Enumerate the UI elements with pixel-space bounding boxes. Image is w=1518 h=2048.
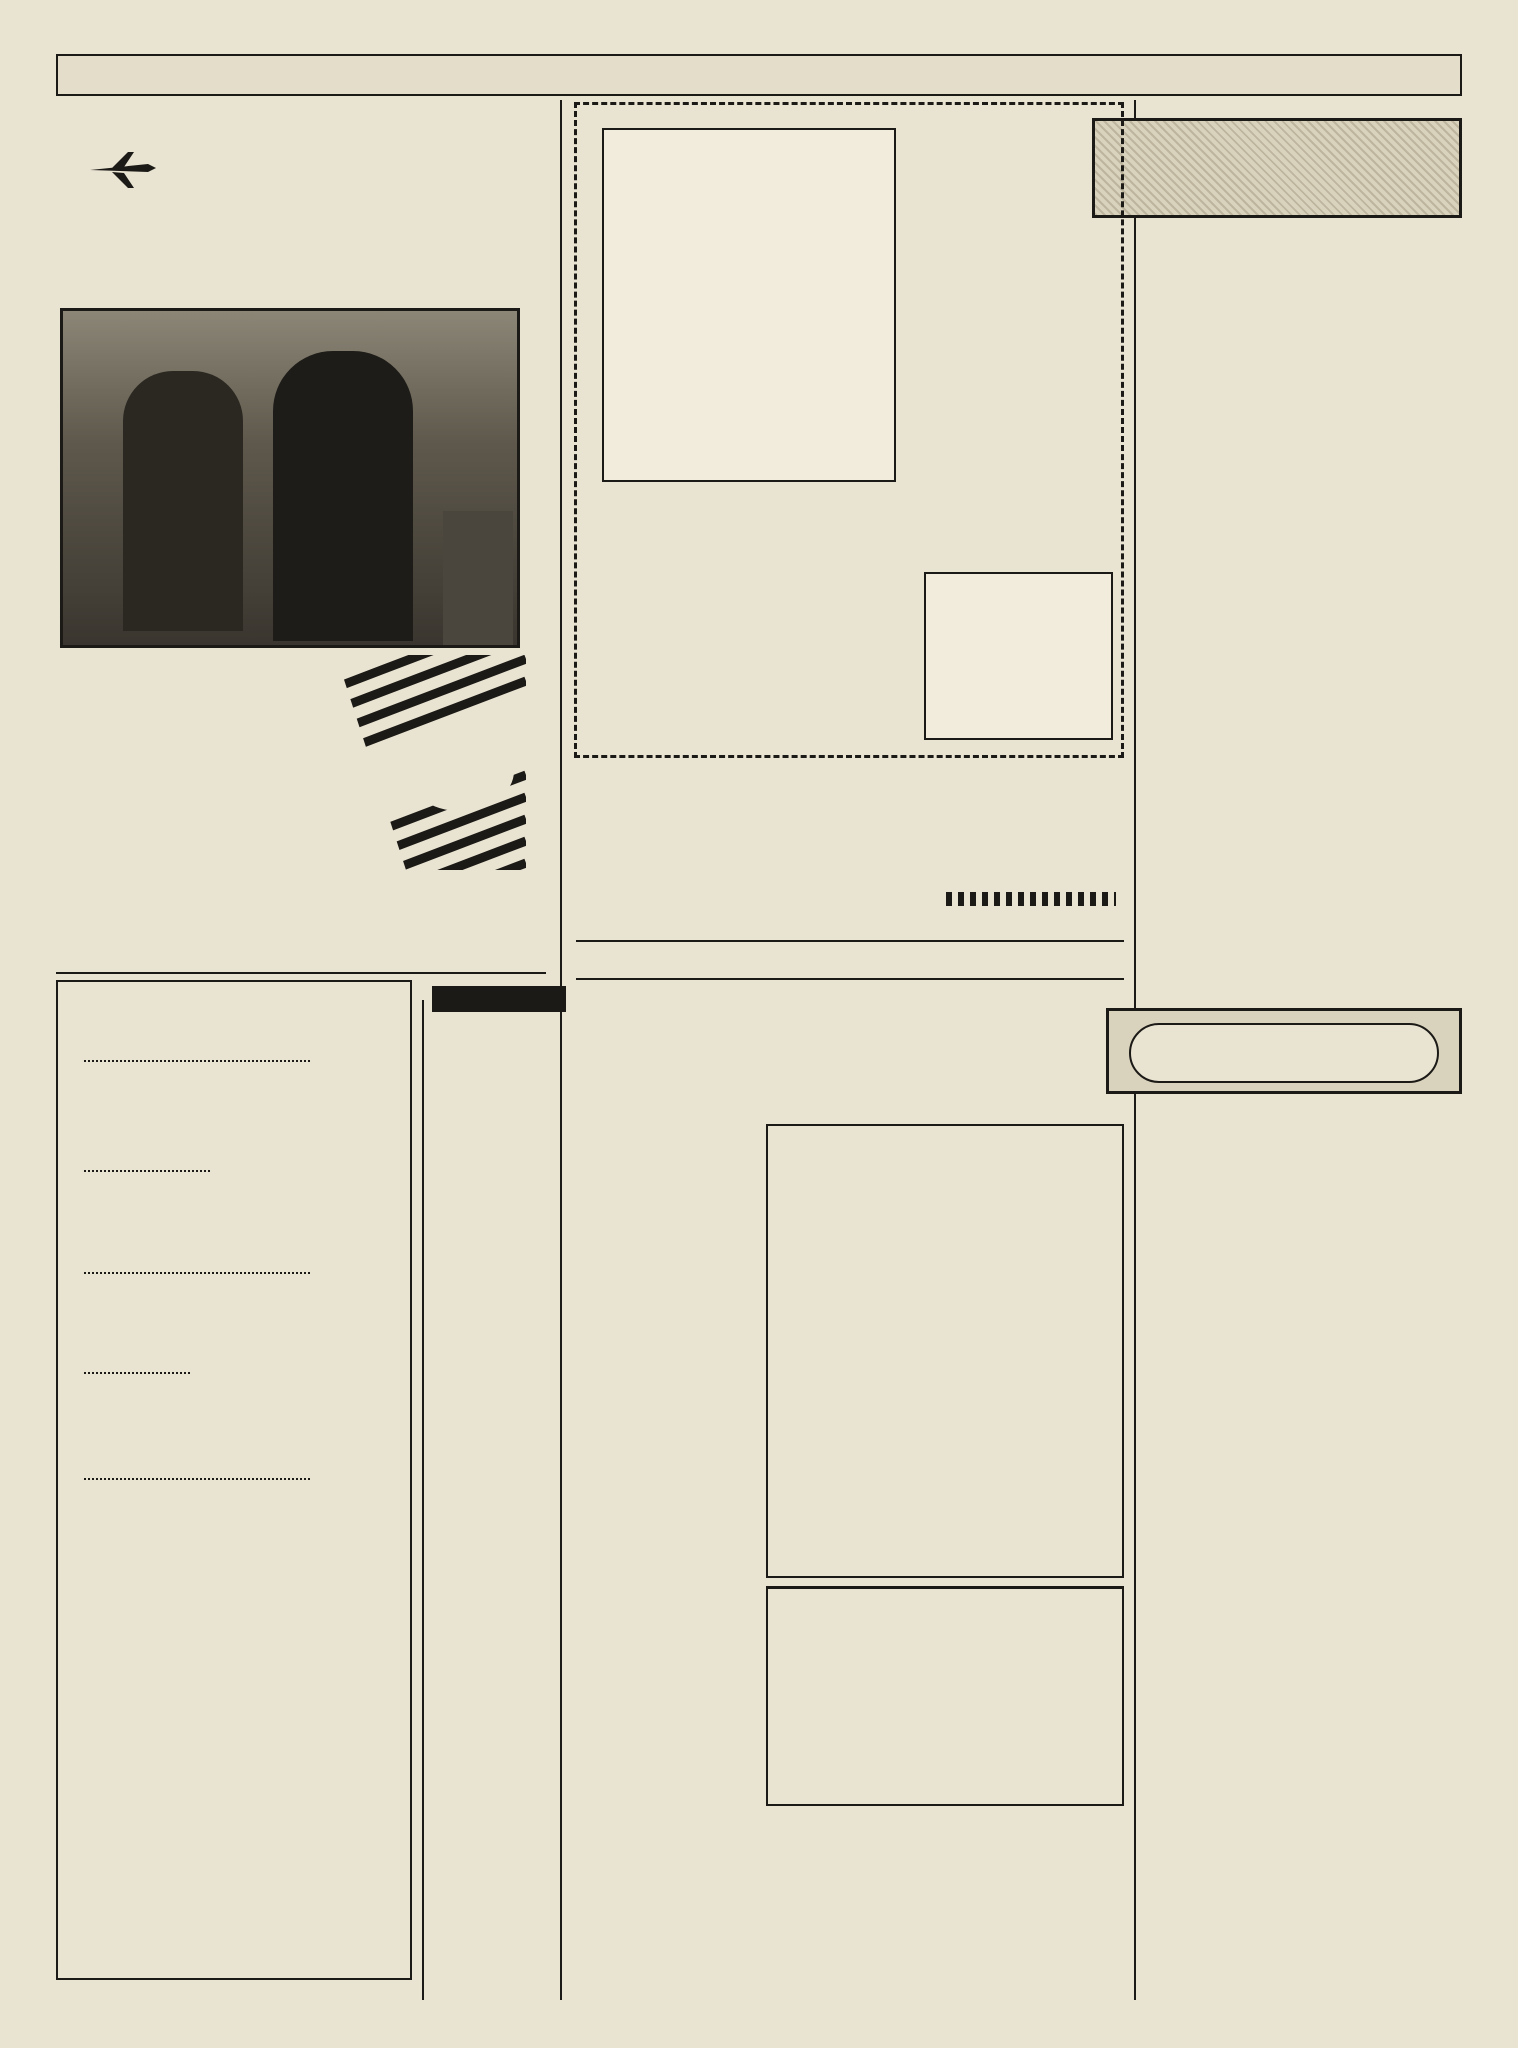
klm-tail-graphic: [336, 655, 526, 870]
crossword-horizontal-clues: [928, 232, 1114, 470]
hashieh-banner: [1106, 1008, 1462, 1094]
crossword-grid[interactable]: [602, 128, 896, 482]
school-body: [432, 1040, 566, 1370]
crossword-side-numbers: [896, 128, 920, 478]
masthead-bar: [56, 54, 1462, 96]
computer-col-1: [952, 986, 1124, 1116]
tender-ad: [766, 1586, 1124, 1806]
tender-body: [768, 1589, 1122, 1715]
rule: [576, 940, 1124, 942]
prize-body: [768, 1126, 1122, 1424]
crossword-vertical-clues: [584, 566, 914, 754]
social-banner: [1092, 118, 1462, 218]
klm-photo: [60, 308, 520, 648]
story-ad-box: [56, 980, 412, 1980]
prize-ad: [766, 1124, 1124, 1578]
social-items: [1096, 460, 1458, 466]
klm-body: [60, 658, 330, 878]
airplane-icon: [88, 150, 158, 190]
hashieh-body: [1096, 1158, 1458, 1978]
crossword-solution-grid: [924, 572, 1113, 740]
computer-col-3: [576, 986, 756, 1976]
column-rule: [422, 1000, 424, 2000]
rule: [56, 972, 546, 974]
ornament: [946, 876, 1116, 922]
seat-shape: [443, 511, 513, 648]
rule: [576, 978, 1124, 980]
klm-footer: [60, 920, 530, 968]
crossword-horizontal-clues-cont: [584, 484, 1114, 558]
computer-col-2: [766, 986, 942, 1116]
officer-figure: [273, 351, 413, 641]
school-badge: [432, 986, 566, 1012]
klm-logo: [406, 731, 514, 811]
hashieh-ribbon: [1129, 1023, 1439, 1083]
stewardess-figure: [123, 371, 243, 631]
election-body: [432, 1440, 566, 1980]
